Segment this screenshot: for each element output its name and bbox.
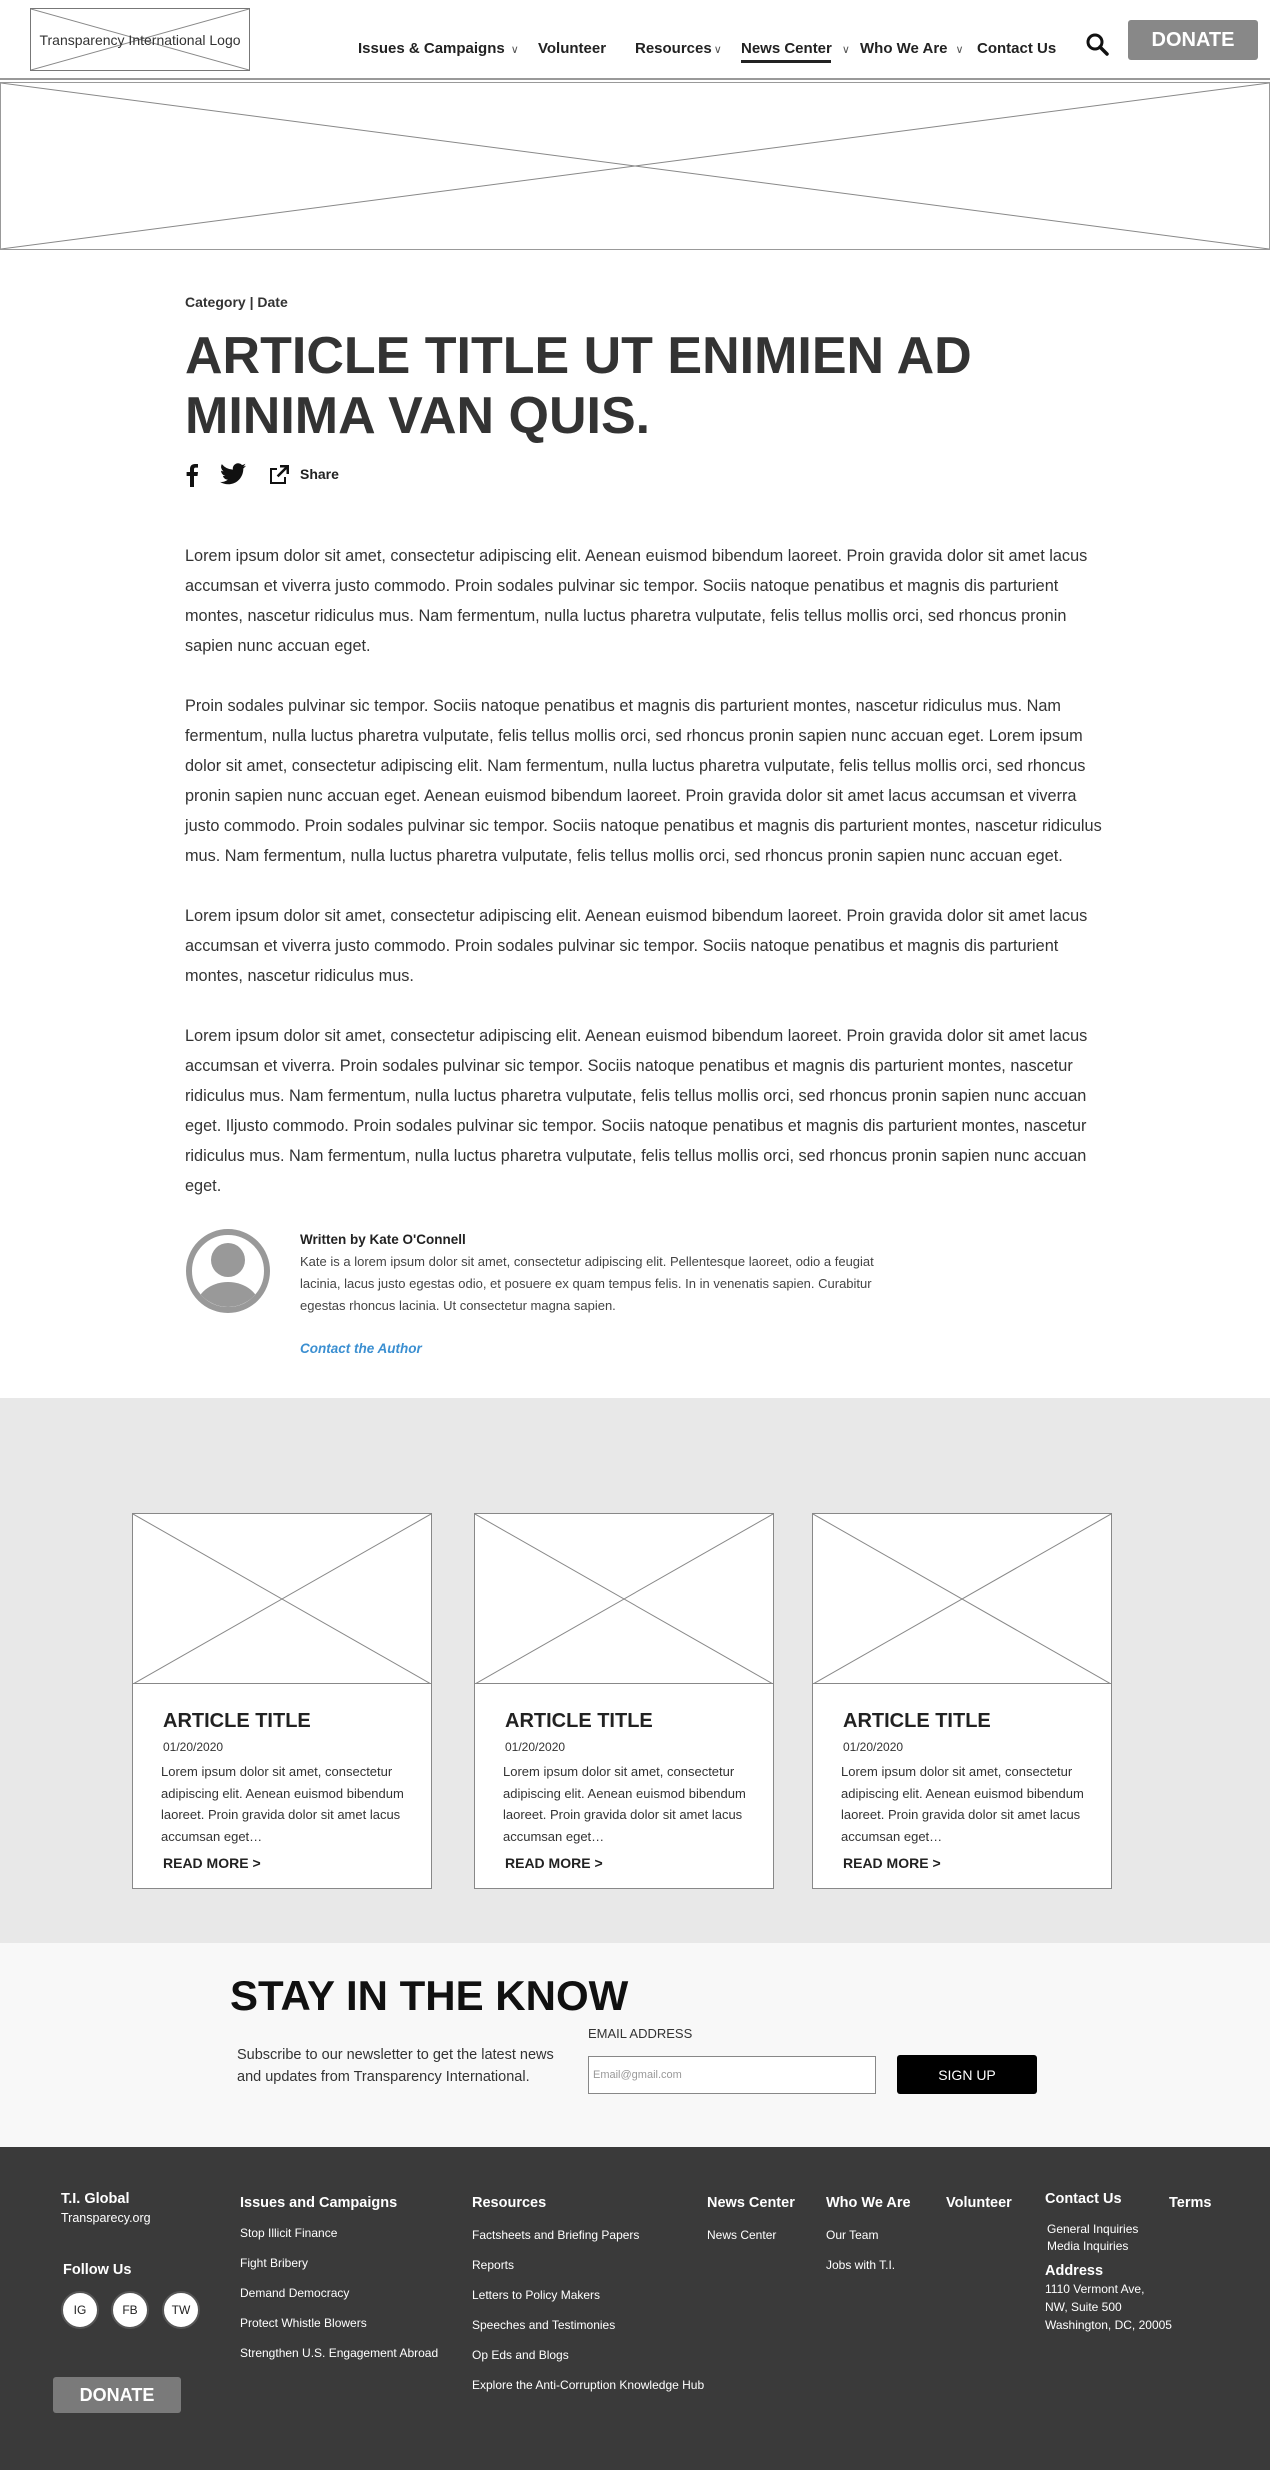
author-bio: Kate is a lorem ipsum dolor sit amet, consectetur adipiscing elit. Pellentesque laoreet, odio a feugiat lacinia, lacus justo egestas odio, et posuere ex quam tempus felis. In in venenatis sapien. Curabitur egestas rhoncus lacinia. Ut consectetur magna sapien.: [300, 1254, 874, 1313]
card-date: 01/20/2020: [843, 1740, 904, 1754]
image-placeholder-icon: [133, 1514, 431, 1684]
nav-active-indicator: [741, 60, 831, 63]
image-placeholder-icon: [475, 1514, 773, 1684]
footer-link[interactable]: Protect Whistle Blowers: [240, 2316, 367, 2330]
twitter-icon[interactable]: [220, 463, 246, 485]
search-icon[interactable]: [1085, 32, 1109, 56]
nav-volunteer[interactable]: [538, 40, 606, 57]
article-card[interactable]: [474, 1513, 774, 1889]
nav-issues-campaigns[interactable]: [358, 40, 519, 57]
footer-link[interactable]: News Center: [707, 2228, 777, 2242]
card-title[interactable]: ARTICLE TITLE: [505, 1710, 653, 1732]
footer-heading-resources[interactable]: Resources: [472, 2195, 547, 2211]
nav-label: Issues & Campaigns: [358, 40, 505, 57]
footer-heading-address: Address: [1045, 2263, 1104, 2279]
footer-donate-button[interactable]: DONATE: [53, 2377, 181, 2413]
contact-author-link[interactable]: Contact the Author: [300, 1341, 422, 1356]
footer-link[interactable]: Speeches and Testimonies: [472, 2318, 616, 2332]
logo-placeholder[interactable]: [30, 8, 250, 71]
facebook-icon[interactable]: FB: [111, 2291, 149, 2329]
footer-link[interactable]: Jobs with T.I.: [826, 2258, 896, 2272]
read-more-link[interactable]: READ MORE >: [163, 1855, 261, 1871]
footer-heading-who[interactable]: Who We Are: [826, 2195, 911, 2211]
nav-label: Volunteer: [538, 40, 607, 57]
chevron-down-icon: ∨: [955, 44, 964, 56]
sign-up-button[interactable]: SIGN UP: [897, 2055, 1037, 2094]
footer-address-line: Washington, DC, 20005: [1045, 2318, 1172, 2332]
footer-follow-label: Follow Us: [63, 2262, 132, 2278]
footer-link[interactable]: Our Team: [826, 2228, 879, 2242]
footer-link[interactable]: Fight Bribery: [240, 2256, 309, 2270]
footer-link[interactable]: Media Inquiries: [1047, 2239, 1129, 2253]
image-placeholder-icon: [1, 83, 1269, 249]
footer-link[interactable]: Op Eds and Blogs: [472, 2348, 569, 2362]
footer-heading-terms[interactable]: Terms: [1169, 2195, 1212, 2211]
nav-contact-us[interactable]: [977, 40, 1056, 57]
nav-label: Who We Are: [860, 40, 948, 57]
site-header: [0, 0, 1270, 80]
footer-link[interactable]: General Inquiries: [1047, 2222, 1139, 2236]
card-title[interactable]: ARTICLE TITLE: [843, 1710, 991, 1732]
footer-address-line: NW, Suite 500: [1045, 2300, 1122, 2314]
card-title[interactable]: ARTICLE TITLE: [163, 1710, 311, 1732]
article-paragraph: Lorem ipsum dolor sit amet, consectetur adipiscing elit. Aenean euismod bibendum laoreet. Proin gravida dolor sit amet lacus accumsan et viverra. Proin sodales pulvinar sic tempor. Sociis natoque penatibus et magnis dis parturient montes, nascetur ridiculus mus. Nam fermentum, nulla luctus pharetra vulputate, felis tellus mollis orci, sed rhoncus pronin sapien nunc accuan eget. Iljusto commodo. Proin sodales pulvinar sic tempor. Sociis natoque penatibus et magnis dis parturient montes, nascetur ridiculus mus. Nam fermentum, nulla luctus pharetra vulputate, felis tellus mollis orci, sed rhoncus pronin sapien nunc accuan eget.: [185, 1027, 1088, 1195]
image-placeholder-icon: [813, 1514, 1111, 1684]
footer-link[interactable]: Letters to Policy Makers: [472, 2288, 601, 2302]
article-card[interactable]: [132, 1513, 432, 1889]
newsletter-title: STAY IN THE KNOW: [230, 1972, 629, 2019]
article-paragraph: Lorem ipsum dolor sit amet, consectetur adipiscing elit. Aenean euismod bibendum laoreet. Proin gravida dolor sit amet lacus accumsan et viverra justo commodo. Proin sodales pulvinar sic tempor. Sociis natoque penatibus et magnis dis parturient montes, nascetur ridiculus mus. Nam fermentum, nulla luctus pharetra vulputate, felis tellus mollis orci, sed rhoncus pronin sapien nunc accuan eget.: [185, 547, 1088, 655]
nav-who-we-are[interactable]: [860, 40, 964, 57]
nav-resources[interactable]: [635, 40, 722, 57]
card-excerpt: Lorem ipsum dolor sit amet, consectetur adipiscing elit. Aenean euismod bibendum laoreet. Proin gravida dolor sit amet lacus accumsan eget…: [161, 1764, 404, 1844]
card-excerpt: Lorem ipsum dolor sit amet, consectetur adipiscing elit. Aenean euismod bibendum laoreet. Proin gravida dolor sit amet lacus accumsan eget…: [841, 1764, 1084, 1844]
card-date: 01/20/2020: [505, 1740, 566, 1754]
chevron-down-icon: ∨: [510, 44, 519, 56]
read-more-link[interactable]: READ MORE >: [843, 1855, 941, 1871]
nav-label: News Center: [741, 40, 832, 57]
footer-link[interactable]: Strengthen U.S. Engagement Abroad: [240, 2346, 439, 2360]
nav-label: Contact Us: [977, 40, 1057, 57]
footer-link[interactable]: Factsheets and Briefing Papers: [472, 2228, 640, 2242]
email-input[interactable]: [588, 2056, 876, 2094]
article-paragraph: Lorem ipsum dolor sit amet, consectetur adipiscing elit. Aenean euismod bibendum laoreet. Proin gravida dolor sit amet lacus accumsan et viverra justo commodo. Proin sodales pulvinar sic tempor. Sociis natoque penatibus et magnis dis parturient montes, nascetur ridiculus mus.: [185, 907, 1088, 985]
share-label[interactable]: Share: [300, 466, 339, 482]
footer-link[interactable]: Explore the Anti-Corruption Knowledge Hub: [472, 2378, 705, 2392]
email-label: EMAIL ADDRESS: [588, 2026, 693, 2041]
footer-heading-news[interactable]: News Center: [707, 2195, 795, 2211]
read-more-link[interactable]: READ MORE >: [505, 1855, 603, 1871]
footer-heading-contact[interactable]: Contact Us: [1045, 2191, 1122, 2207]
footer-heading-volunteer[interactable]: Volunteer: [946, 2195, 1012, 2211]
footer-address-line: 1110 Vermont Ave,: [1045, 2282, 1145, 2296]
twitter-icon[interactable]: TW: [162, 2291, 200, 2329]
article-card[interactable]: [812, 1513, 1112, 1889]
logo-text: Transparency International Logo: [39, 32, 241, 48]
card-excerpt: Lorem ipsum dolor sit amet, consectetur adipiscing elit. Aenean euismod bibendum laoreet. Proin gravida dolor sit amet lacus accumsan eget…: [503, 1764, 746, 1844]
footer-org-site[interactable]: Transparecy.org: [61, 2211, 151, 2225]
chevron-down-icon: ∨: [841, 44, 850, 56]
facebook-icon[interactable]: [185, 463, 199, 487]
footer-link[interactable]: Stop Illicit Finance: [240, 2226, 338, 2240]
article-meta: Category | Date: [185, 294, 288, 310]
footer-link[interactable]: Reports: [472, 2258, 515, 2272]
footer-link[interactable]: Demand Democracy: [240, 2286, 350, 2300]
author-byline: Written by Kate O'Connell: [300, 1232, 466, 1247]
article-title: ARTICLE TITLE UT ENIMIEN AD MINIMA VAN QUIS.: [185, 327, 972, 445]
nav-label: Resources: [635, 40, 712, 57]
author-avatar-icon: [185, 1228, 271, 1314]
chevron-down-icon: ∨: [713, 44, 722, 56]
newsletter-section: [0, 1943, 1270, 2147]
footer-heading-issues[interactable]: Issues and Campaigns: [240, 2195, 398, 2211]
share-icon[interactable]: [267, 463, 291, 485]
article-paragraph: Proin sodales pulvinar sic tempor. Sociis natoque penatibus et magnis dis parturient montes, nascetur ridiculus mus. Nam fermentum, nulla luctus pharetra vulputate, felis tellus mollis orci, sed rhoncus pronin sapien nunc accuan eget. Lorem ipsum dolor sit amet, consectetur adipiscing elit. Nam fermentum, nulla luctus pharetra vulputate, felis tellus mollis orci, sed rhoncus pronin sapien nunc accuan eget. Aenean euismod bibendum laoreet. Proin gravida dolor sit amet lacus accumsan et viverra justo commodo. Proin sodales pulvinar sic tempor. Sociis natoque penatibus et magnis dis parturient montes, nascetur ridiculus mus. Nam fermentum, nulla luctus pharetra vulputate, felis tellus mollis orci, sed rhoncus pronin sapien nunc accuan eget.: [185, 697, 1102, 865]
footer-org-name: T.I. Global: [61, 2191, 130, 2207]
hero-image-placeholder: [0, 82, 1270, 250]
instagram-icon[interactable]: IG: [61, 2291, 99, 2329]
nav-news-center[interactable]: [741, 40, 850, 57]
newsletter-description: Subscribe to our newsletter to get the latest news and updates from Transparency International.: [237, 2047, 554, 2085]
card-date: 01/20/2020: [163, 1740, 224, 1754]
donate-button[interactable]: DONATE: [1128, 20, 1258, 60]
